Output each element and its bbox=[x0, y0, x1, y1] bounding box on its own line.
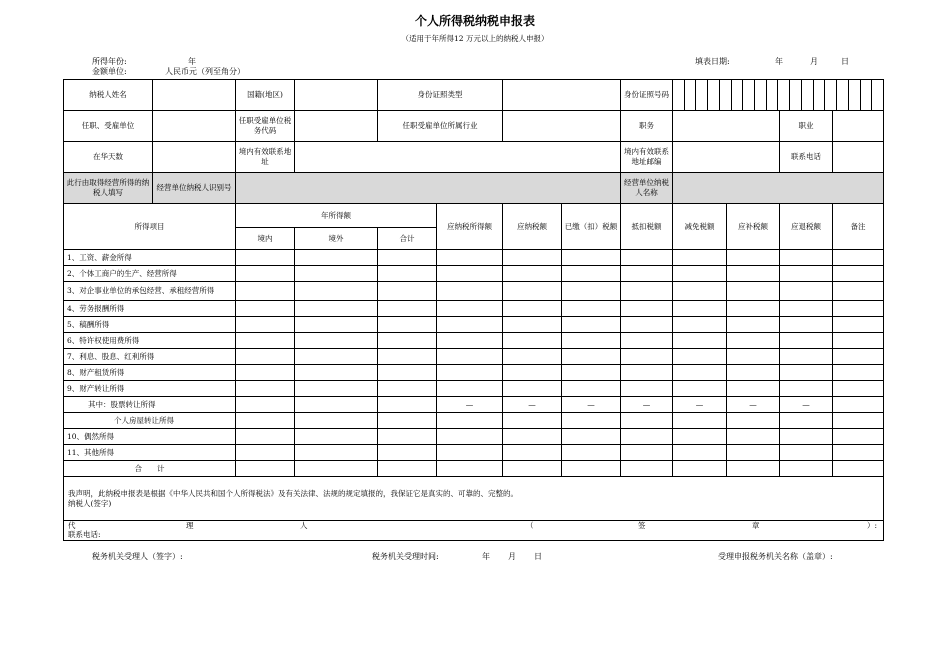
employer-tax-code-field[interactable] bbox=[295, 111, 378, 142]
income-cell[interactable] bbox=[503, 333, 562, 349]
col-tax-payable: 应纳税额 bbox=[503, 204, 562, 250]
income-cell[interactable] bbox=[621, 266, 673, 282]
income-cell[interactable] bbox=[236, 445, 295, 461]
days-in-china-label: 在华天数 bbox=[64, 142, 153, 173]
income-cell[interactable] bbox=[727, 429, 780, 445]
income-cell[interactable] bbox=[621, 282, 673, 301]
income-cell[interactable] bbox=[673, 413, 727, 429]
income-cell[interactable] bbox=[562, 333, 621, 349]
duty-field[interactable] bbox=[673, 111, 780, 142]
income-row bbox=[64, 445, 884, 461]
income-cell[interactable] bbox=[621, 429, 673, 445]
income-cell[interactable] bbox=[673, 349, 727, 365]
footer-year: 年 bbox=[482, 552, 490, 561]
income-cell[interactable] bbox=[295, 250, 378, 266]
col-annual-income: 年所得额 bbox=[236, 204, 437, 228]
income-cell[interactable] bbox=[437, 365, 503, 381]
form-subtitle: （适用于年所得12 万元以上的纳税人申报） bbox=[401, 34, 549, 43]
agent-phone-label: 联系电话: bbox=[68, 530, 101, 539]
income-row bbox=[64, 317, 884, 333]
income-cell[interactable] bbox=[503, 349, 562, 365]
income-cell[interactable] bbox=[378, 397, 437, 413]
income-cell[interactable] bbox=[378, 333, 437, 349]
income-cell[interactable] bbox=[437, 266, 503, 282]
income-cell[interactable] bbox=[727, 266, 780, 282]
income-cell[interactable] bbox=[236, 282, 295, 301]
income-row bbox=[64, 301, 884, 317]
income-row bbox=[64, 365, 884, 381]
income-cell[interactable] bbox=[833, 349, 884, 365]
income-row bbox=[64, 282, 884, 301]
income-row bbox=[64, 250, 884, 266]
income-cell[interactable] bbox=[621, 445, 673, 461]
income-item-label: 6、特许权使用费所得 bbox=[64, 333, 236, 349]
income-cell[interactable] bbox=[378, 429, 437, 445]
income-cell[interactable] bbox=[236, 250, 295, 266]
income-cell[interactable] bbox=[378, 317, 437, 333]
postcode-field[interactable] bbox=[673, 142, 780, 173]
income-cell[interactable] bbox=[621, 301, 673, 317]
income-cell[interactable] bbox=[562, 445, 621, 461]
employer-industry-label: 任职受雇单位所属行业 bbox=[378, 111, 503, 142]
income-cell[interactable] bbox=[236, 413, 295, 429]
income-cell[interactable] bbox=[562, 266, 621, 282]
dash-cell: — bbox=[673, 397, 727, 413]
income-cell[interactable] bbox=[621, 317, 673, 333]
nationality-label: 国籍(地区) bbox=[236, 80, 295, 111]
id-type-field[interactable] bbox=[503, 80, 621, 111]
income-cell[interactable] bbox=[780, 250, 833, 266]
income-cell[interactable] bbox=[503, 365, 562, 381]
income-cell[interactable] bbox=[236, 429, 295, 445]
income-cell[interactable] bbox=[503, 445, 562, 461]
income-cell[interactable] bbox=[503, 381, 562, 397]
income-cell[interactable] bbox=[295, 317, 378, 333]
income-cell[interactable] bbox=[562, 317, 621, 333]
income-cell[interactable] bbox=[780, 365, 833, 381]
income-cell[interactable] bbox=[727, 250, 780, 266]
dash-cell: — bbox=[503, 397, 562, 413]
income-cell[interactable] bbox=[295, 445, 378, 461]
income-cell[interactable] bbox=[562, 381, 621, 397]
income-cell[interactable] bbox=[562, 349, 621, 365]
income-cell[interactable] bbox=[621, 349, 673, 365]
agent-char-4: （ bbox=[526, 521, 534, 530]
income-cell[interactable] bbox=[437, 349, 503, 365]
income-cell[interactable] bbox=[236, 349, 295, 365]
income-cell[interactable] bbox=[833, 282, 884, 301]
taxpayer-name-label: 纳税人姓名 bbox=[64, 80, 153, 111]
phone-field[interactable] bbox=[833, 142, 884, 173]
income-cell[interactable] bbox=[833, 397, 884, 413]
income-cell[interactable] bbox=[378, 381, 437, 397]
income-cell[interactable] bbox=[295, 365, 378, 381]
income-cell[interactable] bbox=[295, 429, 378, 445]
col-exemption: 减免税额 bbox=[673, 204, 727, 250]
income-cell[interactable] bbox=[236, 333, 295, 349]
dash-cell: — bbox=[727, 397, 780, 413]
income-cell[interactable] bbox=[562, 250, 621, 266]
income-item-label: 3、对企事业单位的承包经营、承租经营所得 bbox=[64, 282, 236, 301]
income-cell[interactable] bbox=[295, 282, 378, 301]
income-cell[interactable] bbox=[503, 250, 562, 266]
income-cell[interactable] bbox=[378, 266, 437, 282]
income-cell[interactable] bbox=[503, 301, 562, 317]
col-tax-paid: 已缴（扣）税额 bbox=[562, 204, 621, 250]
business-tax-id-field[interactable] bbox=[236, 173, 621, 204]
income-cell[interactable] bbox=[727, 282, 780, 301]
income-cell[interactable] bbox=[673, 333, 727, 349]
income-cell[interactable] bbox=[673, 250, 727, 266]
business-tax-id-label: 经营单位纳税人识别号 bbox=[153, 173, 236, 204]
fill-month: 月 bbox=[810, 57, 818, 66]
income-row bbox=[64, 397, 884, 413]
income-cell[interactable] bbox=[833, 445, 884, 461]
year-label: 所得年份: bbox=[92, 57, 127, 66]
income-cell[interactable] bbox=[437, 445, 503, 461]
income-cell[interactable] bbox=[833, 365, 884, 381]
income-item-label: 5、稿酬所得 bbox=[64, 317, 236, 333]
phone-label: 联系电话 bbox=[780, 142, 833, 173]
income-cell[interactable] bbox=[437, 429, 503, 445]
declaration-cell bbox=[64, 477, 884, 521]
col-refund: 应退税额 bbox=[780, 204, 833, 250]
employer-field[interactable] bbox=[153, 111, 236, 142]
income-row bbox=[64, 266, 884, 282]
income-cell[interactable] bbox=[503, 282, 562, 301]
income-cell[interactable] bbox=[236, 365, 295, 381]
income-cell[interactable] bbox=[295, 413, 378, 429]
income-cell[interactable] bbox=[727, 413, 780, 429]
income-item-label: 11、其他所得 bbox=[64, 445, 236, 461]
income-cell[interactable] bbox=[437, 413, 503, 429]
footer-receiver: 税务机关受理人（签字）: bbox=[92, 552, 183, 561]
income-cell[interactable] bbox=[833, 381, 884, 397]
income-cell[interactable] bbox=[378, 365, 437, 381]
income-cell[interactable] bbox=[673, 429, 727, 445]
income-item-label: 9、财产转让所得 bbox=[64, 381, 236, 397]
col-tax-due: 应补税额 bbox=[727, 204, 780, 250]
col-overseas: 境外 bbox=[295, 228, 378, 250]
income-item-label: 个人房屋转让所得 bbox=[64, 413, 236, 429]
currency-value: 人民币元（列至角分） bbox=[165, 67, 245, 76]
income-cell[interactable] bbox=[780, 413, 833, 429]
agent-cell bbox=[64, 521, 884, 541]
footer-month: 月 bbox=[508, 552, 516, 561]
income-cell[interactable] bbox=[295, 333, 378, 349]
col-item: 所得项目 bbox=[64, 204, 236, 250]
income-cell[interactable] bbox=[378, 282, 437, 301]
income-cell[interactable] bbox=[727, 445, 780, 461]
nationality-field[interactable] bbox=[295, 80, 378, 111]
income-cell[interactable] bbox=[780, 381, 833, 397]
income-cell[interactable] bbox=[727, 317, 780, 333]
income-cell[interactable] bbox=[833, 333, 884, 349]
fill-date-label: 填表日期: bbox=[695, 57, 730, 66]
employer-label: 任职、受雇单位 bbox=[64, 111, 153, 142]
agent-char-6: 章 bbox=[752, 521, 760, 530]
days-in-china-field[interactable] bbox=[153, 142, 236, 173]
agent-char-1: 代 bbox=[68, 521, 76, 530]
income-cell[interactable] bbox=[621, 413, 673, 429]
income-cell[interactable] bbox=[727, 365, 780, 381]
business-note: 此行由取得经营所得的纳税人填写 bbox=[64, 173, 153, 204]
fill-day: 日 bbox=[841, 57, 849, 66]
income-cell[interactable] bbox=[295, 266, 378, 282]
income-cell[interactable] bbox=[727, 333, 780, 349]
income-cell[interactable] bbox=[562, 365, 621, 381]
income-cell[interactable] bbox=[295, 301, 378, 317]
income-cell[interactable] bbox=[503, 413, 562, 429]
income-cell[interactable] bbox=[673, 282, 727, 301]
income-cell[interactable] bbox=[236, 301, 295, 317]
income-cell[interactable] bbox=[621, 250, 673, 266]
income-cell[interactable] bbox=[562, 429, 621, 445]
id-number-field[interactable] bbox=[673, 80, 884, 111]
income-cell[interactable] bbox=[780, 266, 833, 282]
year-unit: 年 bbox=[188, 57, 196, 66]
income-item-label: 4、劳务报酬所得 bbox=[64, 301, 236, 317]
income-cell[interactable] bbox=[621, 381, 673, 397]
income-row bbox=[64, 429, 884, 445]
income-row bbox=[64, 349, 884, 365]
col-remarks: 备注 bbox=[833, 204, 884, 250]
income-cell[interactable] bbox=[562, 413, 621, 429]
id-type-label: 身份证照类型 bbox=[378, 80, 503, 111]
income-cell[interactable] bbox=[621, 365, 673, 381]
col-taxable-income: 应纳税所得额 bbox=[437, 204, 503, 250]
income-cell[interactable] bbox=[437, 250, 503, 266]
income-item-label: 8、财产租赁所得 bbox=[64, 365, 236, 381]
income-cell[interactable] bbox=[780, 282, 833, 301]
employer-industry-field[interactable] bbox=[503, 111, 621, 142]
income-cell[interactable] bbox=[295, 397, 378, 413]
business-name-field[interactable] bbox=[673, 173, 884, 204]
domestic-address-field[interactable] bbox=[295, 142, 621, 173]
agent-char-5: 签 bbox=[638, 521, 646, 530]
income-item-label: 其中：股票转让所得 bbox=[64, 397, 236, 413]
income-cell[interactable] bbox=[437, 317, 503, 333]
income-row bbox=[64, 333, 884, 349]
col-domestic: 境内 bbox=[236, 228, 295, 250]
footer-office: 受理申报税务机关名称（盖章）: bbox=[718, 552, 833, 561]
income-cell[interactable] bbox=[378, 413, 437, 429]
income-cell[interactable] bbox=[727, 301, 780, 317]
col-total: 合计 bbox=[378, 228, 437, 250]
income-cell[interactable] bbox=[295, 349, 378, 365]
income-cell[interactable] bbox=[780, 445, 833, 461]
income-cell[interactable] bbox=[503, 266, 562, 282]
income-cell[interactable] bbox=[378, 349, 437, 365]
income-item-label: 10、偶然所得 bbox=[64, 429, 236, 445]
income-cell[interactable] bbox=[780, 349, 833, 365]
income-cell[interactable] bbox=[833, 413, 884, 429]
business-name-label: 经营单位纳税人名称 bbox=[621, 173, 673, 204]
income-cell[interactable] bbox=[780, 333, 833, 349]
income-cell[interactable] bbox=[562, 282, 621, 301]
form-title: 个人所得税纳税申报表 bbox=[414, 14, 535, 28]
domestic-address-label: 境内有效联系地址 bbox=[236, 142, 295, 173]
income-cell[interactable] bbox=[378, 301, 437, 317]
agent-char-7: ）: bbox=[867, 521, 878, 530]
currency-label: 金额单位: bbox=[92, 67, 127, 76]
income-cell[interactable] bbox=[673, 266, 727, 282]
agent-char-3: 人 bbox=[300, 521, 308, 530]
taxpayer-name-field[interactable] bbox=[153, 80, 236, 111]
footer-day: 日 bbox=[534, 552, 542, 561]
income-item-label: 2、个体工商户的生产、经营所得 bbox=[64, 266, 236, 282]
income-cell[interactable] bbox=[437, 333, 503, 349]
col-credit: 抵扣税额 bbox=[621, 204, 673, 250]
income-cell[interactable] bbox=[833, 266, 884, 282]
footer-receive-time: 税务机关受理时间: bbox=[372, 552, 439, 561]
dash-cell: — bbox=[562, 397, 621, 413]
income-cell[interactable] bbox=[833, 317, 884, 333]
employer-tax-code-label: 任职受雇单位税务代码 bbox=[236, 111, 295, 142]
id-number-label: 身份证照号码 bbox=[621, 80, 673, 111]
income-cell[interactable] bbox=[833, 429, 884, 445]
income-cell[interactable] bbox=[673, 317, 727, 333]
income-cell[interactable] bbox=[503, 429, 562, 445]
income-cell[interactable] bbox=[727, 349, 780, 365]
dash-cell: — bbox=[621, 397, 673, 413]
duty-label: 职务 bbox=[621, 111, 673, 142]
income-cell[interactable] bbox=[378, 250, 437, 266]
income-cell[interactable] bbox=[378, 445, 437, 461]
income-cell[interactable] bbox=[780, 317, 833, 333]
income-item-label: 1、工资、薪金所得 bbox=[64, 250, 236, 266]
occupation-label: 职业 bbox=[780, 111, 833, 142]
income-cell[interactable] bbox=[673, 445, 727, 461]
income-cell[interactable] bbox=[833, 301, 884, 317]
dash-cell: — bbox=[437, 397, 503, 413]
income-cell[interactable] bbox=[236, 397, 295, 413]
income-item-label: 7、利息、股息、红利所得 bbox=[64, 349, 236, 365]
income-cell[interactable] bbox=[673, 365, 727, 381]
income-cell[interactable] bbox=[236, 266, 295, 282]
tax-return-table bbox=[63, 79, 884, 541]
fill-year: 年 bbox=[775, 57, 783, 66]
income-cell[interactable] bbox=[621, 333, 673, 349]
income-cell[interactable] bbox=[673, 301, 727, 317]
agent-char-2: 理 bbox=[186, 521, 194, 530]
income-cell[interactable] bbox=[295, 381, 378, 397]
income-cell[interactable] bbox=[236, 381, 295, 397]
income-cell[interactable] bbox=[833, 250, 884, 266]
income-cell[interactable] bbox=[437, 301, 503, 317]
income-cell[interactable] bbox=[437, 282, 503, 301]
income-cell[interactable] bbox=[780, 429, 833, 445]
income-cell[interactable] bbox=[780, 301, 833, 317]
declaration-signature: 纳税人(签字) bbox=[68, 499, 112, 508]
income-cell[interactable] bbox=[727, 381, 780, 397]
occupation-field[interactable] bbox=[833, 111, 884, 142]
income-row bbox=[64, 381, 884, 397]
income-cell[interactable] bbox=[437, 381, 503, 397]
income-cell[interactable] bbox=[562, 301, 621, 317]
income-row bbox=[64, 413, 884, 429]
income-cell[interactable] bbox=[673, 381, 727, 397]
postcode-label: 境内有效联系地址邮编 bbox=[621, 142, 673, 173]
declaration-text: 我声明，此纳税申报表是根据《中华人民共和国个人所得税法》及有关法律、法规的规定填报的，我保证它是真实的、可靠的、完整的。 bbox=[68, 489, 518, 498]
total-label: 合 计 bbox=[64, 461, 236, 477]
income-cell[interactable] bbox=[503, 317, 562, 333]
income-cell[interactable] bbox=[236, 317, 295, 333]
dash-cell: — bbox=[780, 397, 833, 413]
